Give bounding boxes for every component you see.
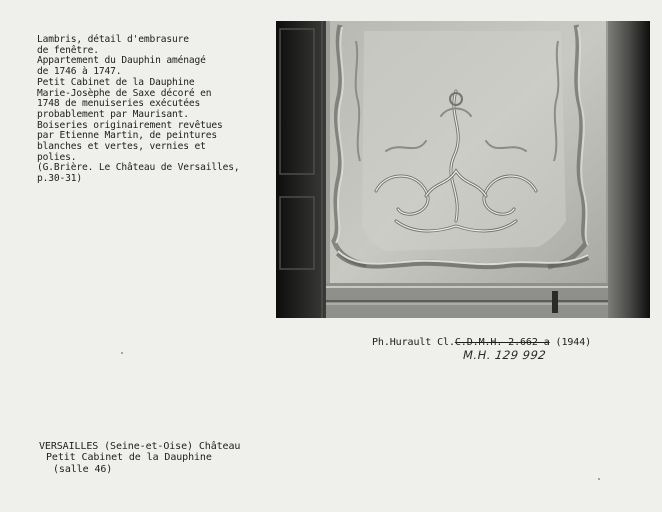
room-line: Petit Cabinet de la Dauphine [46,452,212,464]
caption-text [37,35,272,185]
inventory-prefix: M.H. [463,348,491,362]
caption-line: de 1746 à 1747. [37,66,122,78]
caption-line: probablement par Maurisant. [37,108,189,120]
room-number-line: (salle 46) [53,463,113,475]
caption-line: Lambris, détail d'embrasure [37,34,189,45]
paneling-photograph [276,21,650,318]
paper-speck [598,478,600,480]
inventory-handwritten-number: 129 992 [494,348,548,362]
paneling-photo-svg [276,21,650,318]
caption-line: de fenêtre. [37,44,99,56]
credit-prefix: Ph.Hurault Cl. [372,337,455,348]
left-embrasure [276,21,326,318]
caption-line: par Etienne Martin, de peintures [37,130,218,142]
caption-line: p.30-31) [37,173,83,185]
credit-year: (1944) [555,337,592,348]
caption-line: polies. [37,151,77,163]
location-caption [39,441,240,475]
caption-line: Appartement du Dauphin aménagé [37,55,206,67]
location-line: VERSAILLES (Seine-et-Oise) Château [39,441,241,452]
inventory-number [463,348,546,362]
photo-credit [372,337,591,348]
caption-line: Petit Cabinet de la Dauphine [37,76,195,88]
caption-line: 1748 de menuiseries exécutées [37,98,201,110]
caption-line: Marie-Josèphe de Saxe décoré en [37,87,212,99]
right-frame [608,21,650,318]
credit-struck-reference: C.D.M.H. 2.662 a [454,337,550,348]
caption-line: (G.Brière. Le Château de Versailles, [37,162,240,174]
caption-line: Boiseries originairement revêtues [37,119,223,131]
caption-line: blanches et vertes, vernies et [37,141,206,153]
paper-speck [121,352,123,354]
